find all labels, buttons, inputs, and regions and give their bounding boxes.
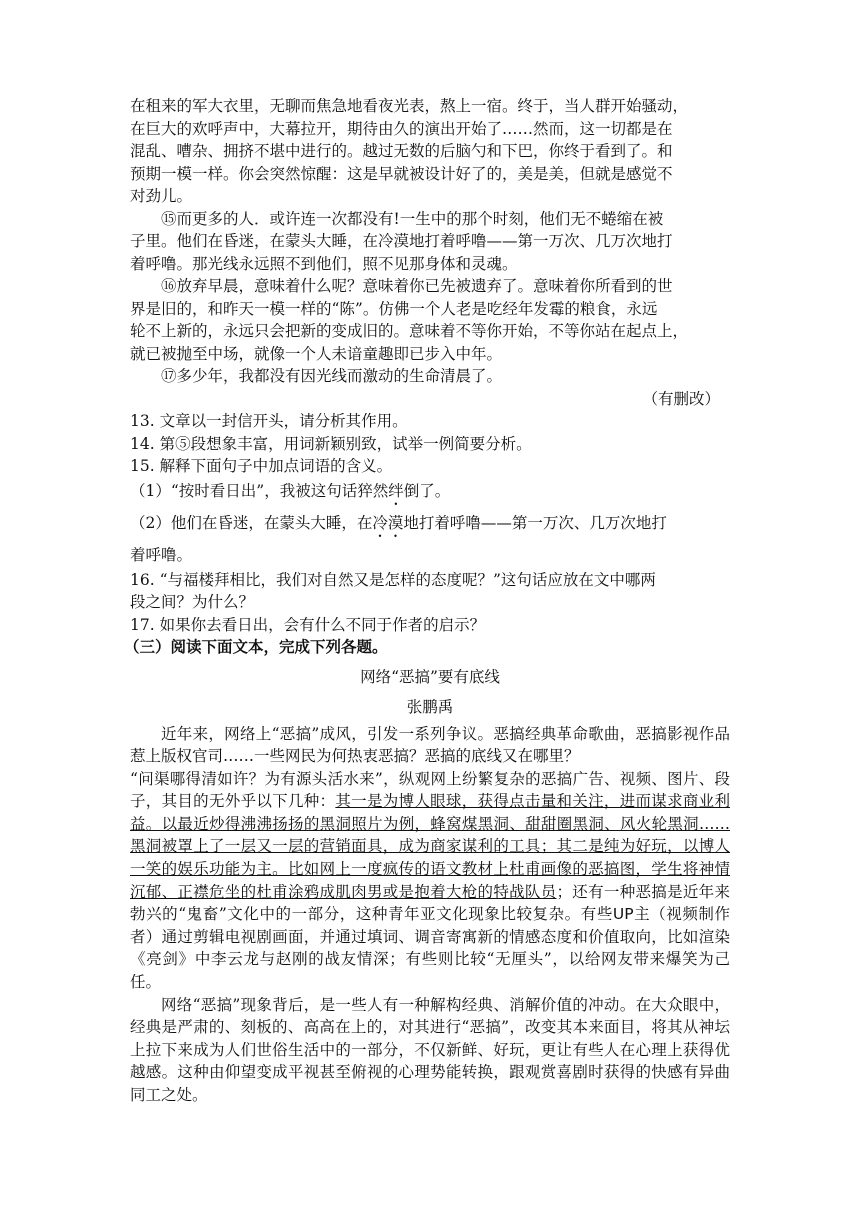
sub-text: 倒了。 — [403, 481, 451, 500]
question-list — [130, 410, 730, 636]
text-line: 轮不上新的，永远只会把新的变成旧的。意味着不等你开始，不等你站在起点上， — [130, 322, 689, 340]
passage-paragraph-15 — [130, 208, 730, 276]
question-16: 16. “与福楼拜相比，我们对自然又是怎样的态度呢？”这句话应放在文中哪两 — [130, 570, 656, 589]
article-paragraph-1: 近年来，网络上“恶搞”成风，引发一系列争议。恶搞经典革命歌曲，恶搞影视作品惹上版权官司……一些网民为何热衷恶搞？恶搞的底线又在哪里？ — [130, 724, 730, 766]
question-13: 13. 文章以一封信开头，请分析其作用。 — [130, 412, 408, 430]
dotted-word: 冷漠 — [372, 513, 404, 532]
sub-text: 地打着呼噜——第一万次、几万次地打 — [403, 513, 667, 532]
paragraph-text: ；还有一种恶搞是近年来勃兴的“鬼畜”文化中的一部分，这种青年亚文化现象比较复杂。有些 — [130, 882, 730, 924]
question-15-sub-2-cont: 着呼噜。 — [130, 545, 193, 564]
article-title: 网络“恶搞”要有底线 — [360, 667, 500, 686]
text-line: 界是旧的，和昨天一模一样的“陈”。仿佛一个人老是吃经年发霉的粮食，永远 — [130, 299, 658, 318]
question-16-cont: 段之间？为什么？ — [130, 593, 255, 611]
text-line: 就已被抛至中场，就像一个人未谙童趣即已步入中年。 — [130, 344, 503, 363]
article-paragraph-3: 网络“恶搞”现象背后，是一些人有一种解构经典、消解价值的冲动。在大众眼中，经典是严肃的、刻板的、高高在上的，对其进行“恶搞”，改变其本来面目，将其从神坛上拉下来成为人们世俗生活中的一部分，不仅新鲜、好玩，更让有些人在心理上获得优越感。这种由仰望变成平视甚至俯视的心理势能转换，跟观赏喜剧时获得的快感有异曲同工之处。 — [130, 995, 730, 1104]
article-author: 张鹏禹 — [406, 697, 454, 716]
text-line: ⑮而更多的人．或许连一次都没有!一生中的那个时刻，他们无不蜷缩在被 — [161, 209, 664, 228]
sub-text: （2）他们在昏迷，在蒙头大睡，在 — [130, 513, 373, 532]
question-14: 14. 第⑤段想象丰富，用词新颖别致，试举一例简要分析。 — [130, 434, 532, 453]
passage-paragraph-17: ⑰多少年，我都没有因光线而激动的生命清晨了。 — [161, 367, 503, 385]
question-15: 15. 解释下面句子中加点词语的含义。 — [130, 457, 393, 475]
up-text: UP — [612, 905, 634, 924]
article-paragraph-2 — [130, 768, 730, 994]
text-line: 在租来的军大衣里，无聊而焦急地看夜光表，熬上一宿。终于，当人群开始骚动， — [130, 97, 689, 115]
text-line: 混乱、嘈杂、拥挤不堪中进行的。越过无数的后脑勺和下巴，你终于看到了。和 — [130, 142, 673, 160]
document-page — [124, 95, 730, 1107]
paragraph-text: “问渠哪得清如许？为有源头活水来”，纵观网上纷繁复杂的恶搞广告、视频、图片、段子，其目的无外乎以下几种： — [130, 769, 730, 811]
sub-text: （1）“按时看日出”，我被这句话猝然 — [130, 481, 389, 500]
text-line: ⑯放弃早晨，意味着什么呢？意味着你已先被遗弃了。意味着你所看到的世 — [161, 277, 673, 295]
dotted-word: 绊 — [388, 481, 404, 500]
underlined-text: 其一是为博人眼球，获得点击量和关注，进而谋求商业利益。以最近炒得沸沸扬扬的黑洞照片为例，蜂窝煤黑洞、甜甜圈黑洞、风火轮黑洞……黑洞被罩上了一层又一层的营销面具，成为商家谋利的工具；其二是纯为好玩，以博人一笑的娱乐功能为主。比如网上一度疯传的语文教材上杜甫画像的恶搞图，学生将神情沉郁、正襟危坐的杜甫涂鸦成肌肉男或是抱着大枪的特战队员 — [130, 792, 730, 901]
text-line: 预期一模一样。你会突然惊醒：这是早就被设计好了的，美是美，但就是感觉不 — [130, 164, 673, 183]
paragraph-text: 主（视频制作者）通过剪辑电视剧画面，并通过填词、调音寄寓新的情感态度和价值取向，比如渲染《亮剑》中李云龙与赵刚的战友情深；有些则比较“无厘头”，以给网友带来爆笑为己任。 — [130, 905, 730, 992]
edited-note: （有删改） — [642, 389, 720, 408]
text-line: 对劲儿。 — [130, 187, 193, 205]
text-line: 着呼噜。那光线永远照不到他们，照不见那身体和灵魂。 — [130, 254, 518, 273]
question-17: 17. 如果你去看日出，会有什么不同于作者的启示？ — [130, 615, 486, 634]
passage-paragraph-16 — [130, 275, 730, 365]
question-15-sub-1 — [130, 478, 730, 509]
text-line: 在巨大的欢呼声中，大幕拉开，期待由久的演出开始了……然而，这一切都是在 — [130, 119, 673, 138]
text-line: 子里。他们在昏迷，在蒙头大睡，在冷漠地打着呼噜——第一万次、几万次地打 — [130, 232, 673, 250]
question-15-sub-2 — [130, 509, 730, 541]
section-heading: （三）阅读下面文本，完成下列各题。 — [124, 637, 388, 656]
passage-paragraph-14 — [130, 95, 730, 208]
